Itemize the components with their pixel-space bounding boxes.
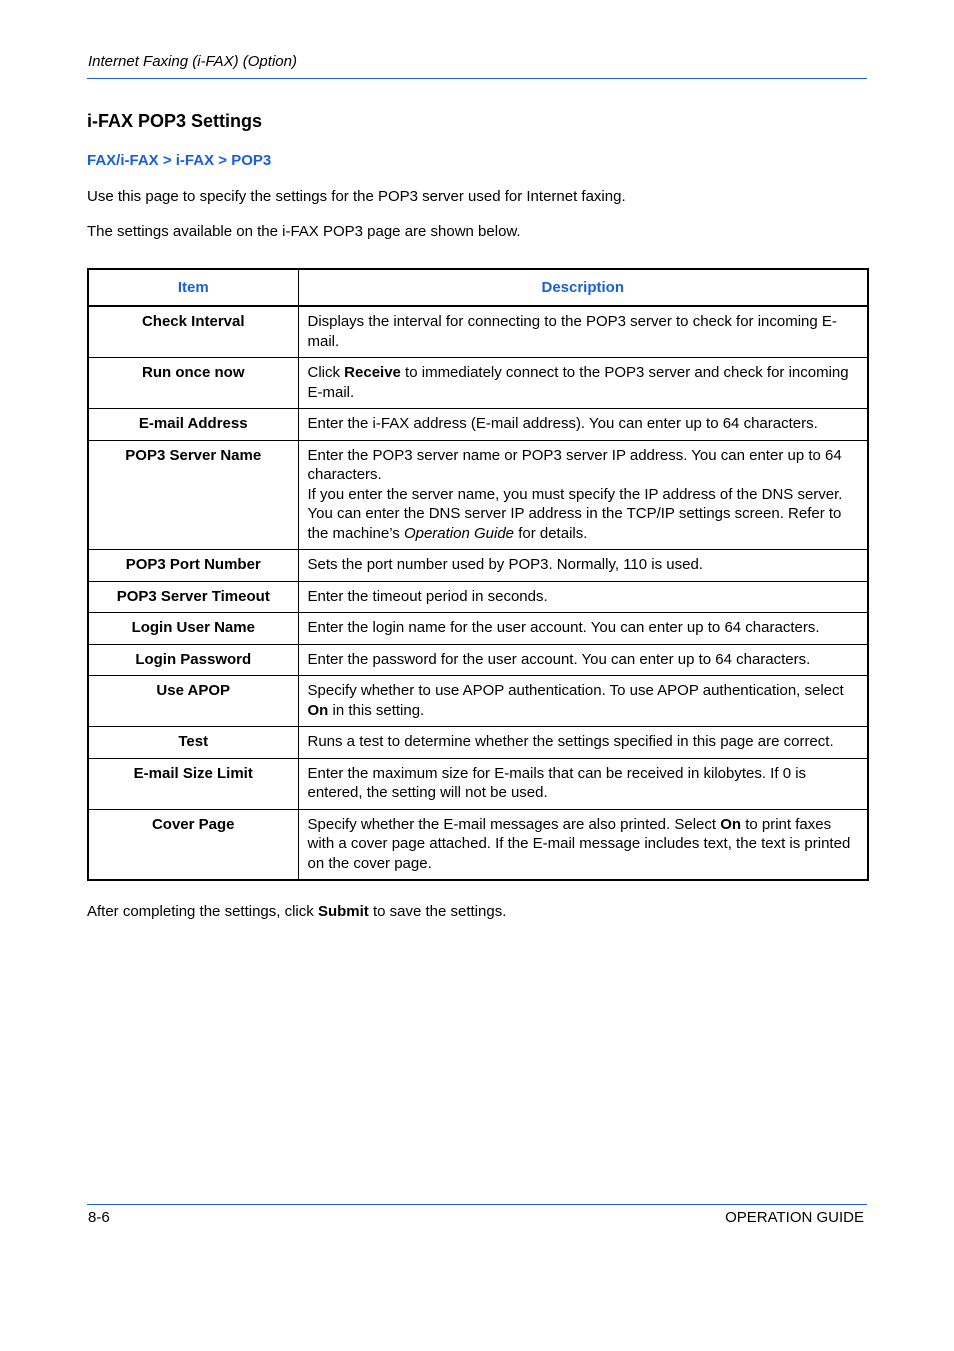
setting-description — [298, 676, 868, 727]
text-run: to immediately connect to the POP3 server and check for incoming E-mail. — [307, 364, 849, 401]
table-row — [88, 409, 868, 441]
setting-item-name: POP3 Port Number — [88, 550, 298, 582]
intro-paragraph-1: Use this page to specify the settings for the POP3 server used for Internet faxing. — [87, 188, 626, 205]
setting-description — [298, 809, 868, 880]
header-rule — [87, 78, 867, 79]
setting-item-name: Login User Name — [88, 613, 298, 645]
text-run: Click — [307, 364, 345, 381]
table-row — [88, 358, 868, 409]
table-row — [88, 809, 868, 880]
table-row — [88, 306, 868, 358]
text-run: Enter the i-FAX address (E-mail address). You can enter up to 64 characters. — [307, 415, 818, 432]
setting-item-name: POP3 Server Timeout — [88, 581, 298, 613]
bold-term: Submit — [317, 903, 369, 920]
text-run: If you enter the server name, you must specify the IP address of the DNS server. You can enter the DNS server IP address in the TCP/IP settings screen. Refer to the machine’s — [307, 485, 843, 542]
table-body — [88, 306, 868, 880]
column-header-item: Item — [88, 269, 298, 306]
setting-description — [298, 613, 868, 645]
page-number: 8-6 — [88, 1209, 110, 1226]
text-run: to print faxes with a cover page attached. If the E-mail message includes text, the text is printed on the cover page. — [307, 815, 851, 872]
text-run: Enter the timeout period in seconds. — [307, 587, 548, 605]
section-title: i-FAX POP3 Settings — [87, 111, 263, 131]
setting-description — [298, 550, 868, 582]
setting-item-name: Use APOP — [88, 676, 298, 727]
setting-description — [298, 644, 868, 676]
closing-paragraph — [87, 903, 506, 920]
setting-item-name: Check Interval — [88, 306, 298, 358]
setting-description — [298, 581, 868, 613]
text-run: After completing the settings, click — [87, 903, 318, 920]
setting-description — [298, 409, 868, 441]
setting-item-name: Cover Page — [88, 809, 298, 880]
text-run: Enter the password for the user account. You can enter up to 64 characters. — [307, 650, 811, 668]
text-run: to save the settings. — [368, 903, 507, 920]
setting-description — [298, 440, 868, 550]
text-run: Sets the port number used by POP3. Normally, 110 is used. — [307, 556, 703, 573]
bold-term: On — [720, 815, 742, 833]
text-run: Enter the login name for the user account. You can enter up to 64 characters. — [307, 619, 820, 636]
settings-table — [87, 268, 869, 881]
footer-rule — [87, 1204, 867, 1205]
table-row — [88, 613, 868, 645]
bold-term: Receive — [344, 364, 401, 381]
table-row — [88, 644, 868, 676]
intro-paragraph-2: The settings available on the i-FAX POP3 page are shown below. — [87, 223, 521, 240]
text-run: Displays the interval for connecting to the POP3 server to check for incoming E-mail. — [307, 313, 837, 350]
setting-item-name: E-mail Size Limit — [88, 758, 298, 809]
table-row — [88, 440, 868, 550]
setting-description — [298, 727, 868, 759]
breadcrumb: FAX/i-FAX > i-FAX > POP3 — [87, 152, 272, 169]
running-header: Internet Faxing (i-FAX) (Option) — [88, 53, 297, 70]
text-run: for details. — [514, 524, 588, 542]
table-row — [88, 676, 868, 727]
text-run: Specify whether the E-mail messages are also printed. Select — [307, 815, 721, 833]
setting-item-name: Login Password — [88, 644, 298, 676]
setting-item-name: Test — [88, 727, 298, 759]
setting-item-name: E-mail Address — [88, 409, 298, 441]
text-run: Specify whether to use APOP authentication. To use APOP authentication, select — [307, 682, 844, 699]
setting-item-name: Run once now — [88, 358, 298, 409]
text-run: Enter the maximum size for E-mails that can be received in kilobytes. If 0 is entered, the setting will not be used. — [307, 764, 807, 801]
table-header-row — [88, 269, 868, 306]
setting-item-name: POP3 Server Name — [88, 440, 298, 550]
table-row — [88, 727, 868, 759]
bold-term: On — [307, 701, 329, 719]
text-run: Runs a test to determine whether the settings specified in this page are correct. — [307, 733, 834, 750]
text-run: Enter the POP3 server name or POP3 server IP address. You can enter up to 64 characters. — [307, 446, 842, 483]
column-header-description: Description — [298, 269, 868, 306]
setting-description — [298, 758, 868, 809]
table-row — [88, 581, 868, 613]
text-run: in this setting. — [328, 701, 425, 719]
table-row — [88, 758, 868, 809]
guide-title: OPERATION GUIDE — [725, 1209, 864, 1226]
italic-reference: Operation Guide — [403, 524, 515, 542]
table-row — [88, 550, 868, 582]
setting-description — [298, 306, 868, 358]
setting-description — [298, 358, 868, 409]
